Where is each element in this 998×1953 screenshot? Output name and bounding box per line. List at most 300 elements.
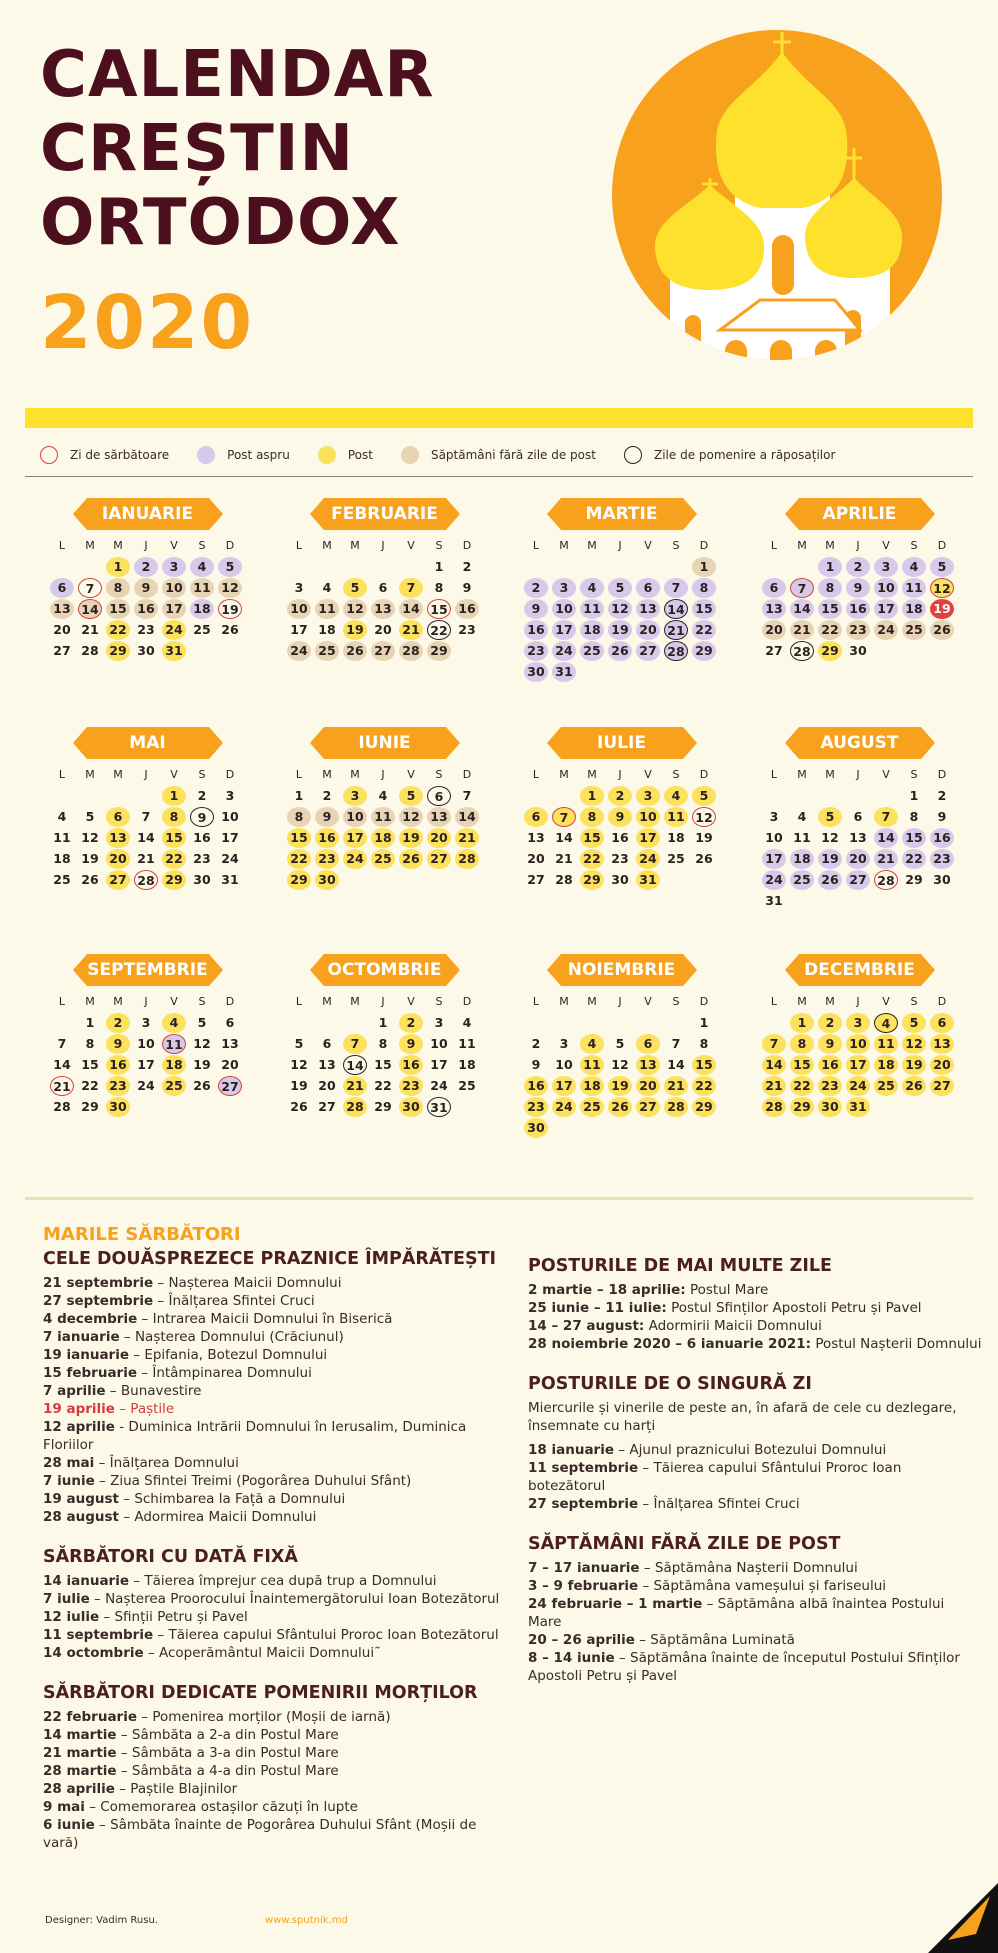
day-cell: 17 (221, 830, 239, 845)
weekday-label: S (910, 995, 918, 1008)
day-cell: 20 (930, 1055, 954, 1075)
day-cell: 26 (818, 870, 842, 890)
weekday-label: V (170, 995, 178, 1008)
day-cell: 5 (692, 786, 716, 806)
section-title: SĂRBĂTORI DEDICATE POMENIRII MORȚILOR (43, 1683, 478, 1703)
empty-day (78, 786, 102, 806)
list-item (43, 1744, 513, 1762)
weekday-label: S (435, 539, 443, 552)
legend-item-fast (318, 446, 373, 464)
day-cell: 20 (106, 849, 130, 869)
empty-day (552, 1013, 576, 1033)
day-cell: 5 (930, 557, 954, 577)
day-cell: 9 (106, 1034, 130, 1054)
day-cell: 30 (611, 872, 629, 887)
item-text: – Paștile (114, 1401, 175, 1417)
day-cell: 27 (765, 643, 783, 658)
item-date: 11 septembrie (43, 1627, 154, 1643)
weekday-label: M (797, 995, 807, 1008)
weekday-label: J (618, 539, 622, 552)
list-item (528, 1631, 968, 1649)
list-item (43, 1310, 513, 1328)
header-accent-bar (25, 408, 973, 428)
month-name: IANUARIE (101, 504, 194, 524)
day-cell: 24 (846, 1076, 870, 1096)
day-cell: 6 (106, 807, 130, 827)
day-cell: 7 (762, 1034, 786, 1054)
weekday-label: M (797, 539, 807, 552)
item-date: 24 februarie – 1 martie (528, 1596, 703, 1612)
day-cell: 21 (762, 1076, 786, 1096)
day-cell: 14 (78, 599, 102, 619)
list-item (43, 1726, 513, 1744)
list-item (528, 1495, 968, 1513)
empty-day (50, 1013, 74, 1033)
weekday-label: J (381, 995, 385, 1008)
day-cell: 20 (636, 620, 660, 640)
day-cell: 19 (290, 1078, 308, 1093)
day-cell: 5 (197, 1015, 207, 1030)
day-cell: 28 (53, 1099, 71, 1114)
weekday-label: M (113, 995, 123, 1008)
day-cell: 4 (664, 786, 688, 806)
month-decembrie (757, 954, 962, 1117)
day-cell: 3 (162, 557, 186, 577)
day-cell: 18 (874, 1055, 898, 1075)
day-cell: 27 (371, 641, 395, 661)
month-days-grid (48, 992, 250, 1117)
empty-day (50, 557, 74, 577)
month-days-grid (760, 536, 962, 661)
day-cell: 26 (399, 849, 423, 869)
day-cell: 8 (162, 807, 186, 827)
empty-day (790, 786, 814, 806)
day-cell: 1 (580, 786, 604, 806)
legend-item-strict-fast (197, 446, 290, 464)
day-cell: 11 (664, 807, 688, 827)
day-cell: 2 (106, 1013, 130, 1033)
weekday-label: D (937, 995, 947, 1008)
list-item (43, 1708, 513, 1726)
day-cell: 18 (458, 1057, 476, 1072)
day-cell: 15 (81, 1057, 99, 1072)
day-cell: 22 (374, 1078, 392, 1093)
item-text: – Înălțarea Domnului (94, 1455, 239, 1471)
empty-day (50, 786, 74, 806)
day-cell: 5 (902, 1013, 926, 1033)
day-cell: 28 (664, 1097, 688, 1117)
day-cell: 25 (580, 1097, 604, 1117)
day-cell: 26 (81, 872, 99, 887)
weekday-label: S (435, 768, 443, 781)
day-cell: 19 (193, 1057, 211, 1072)
day-cell: 3 (141, 1015, 151, 1030)
day-cell: 3 (559, 1036, 569, 1051)
weekday-label: M (825, 768, 835, 781)
day-cell: 27 (636, 641, 660, 661)
day-cell: 8 (85, 1036, 95, 1051)
day-cell: 18 (902, 599, 926, 619)
day-cell: 15 (692, 599, 716, 619)
day-cell: 30 (524, 662, 548, 682)
day-cell: 21 (874, 849, 898, 869)
day-cell: 2 (399, 1013, 423, 1033)
day-cell: 12 (611, 1057, 629, 1072)
day-cell: 11 (458, 1036, 476, 1051)
legend-fast-marker (318, 446, 336, 464)
weekday-label: D (699, 768, 709, 781)
day-cell: 10 (552, 599, 576, 619)
day-cell: 17 (162, 599, 186, 619)
day-cell: 19 (695, 830, 713, 845)
empty-day (343, 557, 367, 577)
day-cell: 26 (221, 622, 239, 637)
day-cell: 27 (846, 870, 870, 890)
day-cell: 9 (190, 807, 214, 827)
month-iunie (282, 727, 487, 890)
item-date: 7 – 17 ianuarie (528, 1560, 640, 1576)
day-cell: 29 (287, 870, 311, 890)
month-name: FEBRUARIE (331, 504, 438, 524)
day-cell: 27 (427, 849, 451, 869)
month-name: SEPTEMBRIE (87, 960, 208, 980)
list-item (43, 1400, 513, 1418)
item-date: 9 mai (43, 1799, 85, 1815)
day-cell: 18 (667, 830, 685, 845)
empty-day (762, 557, 786, 577)
day-cell: 13 (427, 807, 451, 827)
item-date: 12 aprilie (43, 1419, 115, 1435)
day-cell: 21 (664, 1076, 688, 1096)
item-date: 4 decembrie (43, 1311, 138, 1327)
day-cell: 18 (318, 622, 336, 637)
item-text: – Tăierea capului Sfântului Proroc Ioan botezătorul (528, 1460, 902, 1494)
month-days-grid (48, 765, 250, 890)
day-cell: 10 (137, 1036, 155, 1051)
item-date: 14 octombrie (43, 1645, 144, 1661)
day-cell: 10 (555, 1057, 573, 1072)
month-header (73, 727, 223, 759)
weekday-label: D (937, 768, 947, 781)
month-name: MARTIE (585, 504, 658, 524)
day-cell: 22 (162, 849, 186, 869)
day-cell: 28 (664, 641, 688, 661)
day-cell: 2 (937, 788, 947, 803)
day-cell: 22 (818, 620, 842, 640)
day-cell: 20 (318, 1078, 336, 1093)
item-date: 7 ianuarie (43, 1329, 120, 1345)
weekday-label: S (198, 539, 206, 552)
weekday-label: J (856, 768, 860, 781)
weekday-label: M (559, 539, 569, 552)
month-noiembrie (519, 954, 724, 1138)
left-sections (43, 1250, 513, 1852)
weekday-label: L (770, 768, 778, 781)
day-cell: 23 (106, 1076, 130, 1096)
item-text: – Schimbarea la Față a Domnului (118, 1491, 346, 1507)
day-cell: 6 (636, 1034, 660, 1054)
day-cell: 9 (462, 580, 472, 595)
day-cell: 21 (399, 620, 423, 640)
day-cell: 3 (225, 788, 235, 803)
day-cell: 13 (762, 599, 786, 619)
weekday-label: D (462, 995, 472, 1008)
weekday-label: V (170, 768, 178, 781)
day-cell: 13 (636, 1055, 660, 1075)
day-cell: 1 (162, 786, 186, 806)
item-text: – Pomenirea morților (Moșii de iarnă) (137, 1709, 391, 1725)
day-cell: 28 (81, 643, 99, 658)
day-cell: 16 (846, 599, 870, 619)
day-cell: 22 (692, 1076, 716, 1096)
legend-no-fast-marker (401, 446, 419, 464)
title-line-1: CALENDAR (40, 38, 435, 112)
day-cell: 13 (106, 828, 130, 848)
weekday-label: V (882, 539, 890, 552)
weekday-label: D (462, 539, 472, 552)
day-cell: 8 (580, 807, 604, 827)
day-cell: 25 (580, 641, 604, 661)
list-item (43, 1626, 513, 1644)
day-cell: 21 (790, 620, 814, 640)
day-cell: 1 (790, 1013, 814, 1033)
list-item (43, 1292, 513, 1310)
item-date: 7 iunie (43, 1473, 95, 1489)
day-cell: 30 (524, 1118, 548, 1138)
right-column (528, 1256, 982, 1707)
weekday-label: M (85, 768, 95, 781)
weekday-label: J (618, 768, 622, 781)
item-text: – Epifania, Botezul Domnului (129, 1347, 328, 1363)
item-text: – Tăierea împrejur cea după trup a Domnului (129, 1573, 437, 1589)
day-cell: 16 (524, 620, 548, 640)
day-cell: 26 (695, 851, 713, 866)
day-cell: 12 (692, 807, 716, 827)
list-item (43, 1780, 513, 1798)
list-item (43, 1762, 513, 1780)
day-cell: 8 (434, 580, 444, 595)
day-cell: 14 (137, 830, 155, 845)
day-cell: 7 (552, 807, 576, 827)
empty-day (664, 557, 688, 577)
day-cell: 7 (664, 578, 688, 598)
day-cell: 24 (221, 851, 239, 866)
day-cell: 10 (636, 807, 660, 827)
day-cell: 14 (790, 599, 814, 619)
day-cell: 18 (580, 1076, 604, 1096)
day-cell: 14 (53, 1057, 71, 1072)
item-date: 3 – 9 februarie (528, 1578, 639, 1594)
weekday-label: V (170, 539, 178, 552)
day-cell: 15 (692, 1055, 716, 1075)
item-text: - Duminica Intrării Domnului în Ierusalim, Duminica Floriilor (43, 1419, 467, 1453)
day-cell: 29 (818, 641, 842, 661)
day-cell: 12 (930, 578, 954, 598)
day-cell: 10 (221, 809, 239, 824)
day-cell: 17 (552, 620, 576, 640)
day-cell: 29 (162, 870, 186, 890)
day-cell: 1 (699, 1015, 709, 1030)
day-cell: 15 (106, 599, 130, 619)
month-days-grid (760, 992, 962, 1117)
month-days-grid (760, 765, 962, 911)
day-cell: 2 (531, 1036, 541, 1051)
month-header (310, 954, 460, 986)
empty-day (846, 786, 870, 806)
month-days-grid (522, 992, 724, 1138)
day-cell: 1 (434, 559, 444, 574)
title-line-2: CREȘTIN (40, 112, 355, 186)
day-cell: 12 (193, 1036, 211, 1051)
day-cell: 29 (427, 641, 451, 661)
day-cell: 21 (50, 1076, 74, 1096)
day-cell: 31 (552, 662, 576, 682)
day-cell: 6 (225, 1015, 235, 1030)
weekday-label: V (644, 995, 652, 1008)
item-date: 27 septembrie (43, 1293, 154, 1309)
empty-day (399, 557, 423, 577)
list-item (43, 1274, 513, 1292)
day-cell: 23 (524, 1097, 548, 1117)
weekday-label: M (825, 995, 835, 1008)
weekday-label: M (322, 995, 332, 1008)
day-cell: 7 (790, 578, 814, 598)
legend-divider (25, 476, 973, 477)
legend-item-holiday (40, 446, 169, 464)
day-cell: 3 (294, 580, 304, 595)
month-header (547, 498, 697, 530)
day-cell: 25 (193, 622, 211, 637)
weekday-label: V (644, 539, 652, 552)
day-cell: 27 (318, 1099, 336, 1114)
day-cell: 4 (378, 788, 388, 803)
day-cell: 26 (608, 1097, 632, 1117)
item-date: 12 iulie (43, 1609, 100, 1625)
weekday-label: J (144, 539, 148, 552)
section-title: SĂRBĂTORI CU DATĂ FIXĂ (43, 1547, 298, 1567)
item-date: 14 ianuarie (43, 1573, 129, 1589)
month-days-grid (522, 765, 724, 890)
empty-day (608, 557, 632, 577)
list-item (43, 1364, 513, 1382)
legend-strict-fast-marker (197, 446, 215, 464)
section-title: CELE DOUĂSPREZECE PRAZNICE ÎMPĂRĂTEȘTI (43, 1249, 497, 1269)
day-cell: 29 (692, 641, 716, 661)
month-name: NOIEMBRIE (567, 960, 676, 980)
legend-item-memorial (624, 446, 835, 464)
item-date: 6 iunie (43, 1817, 95, 1833)
empty-day (106, 786, 130, 806)
weekday-label: M (113, 768, 123, 781)
day-cell: 25 (315, 641, 339, 661)
day-cell: 29 (692, 1097, 716, 1117)
day-cell: 10 (287, 599, 311, 619)
day-cell: 22 (106, 620, 130, 640)
day-cell: 29 (374, 1099, 392, 1114)
day-cell: 25 (162, 1076, 186, 1096)
item-date: 20 – 26 aprilie (528, 1632, 635, 1648)
day-cell: 18 (580, 620, 604, 640)
section-title: POSTURILE DE MAI MULTE ZILE (528, 1256, 832, 1276)
day-cell: 26 (193, 1078, 211, 1093)
day-cell: 12 (290, 1057, 308, 1072)
weekday-label: J (381, 539, 385, 552)
day-cell: 9 (608, 807, 632, 827)
list-item (43, 1346, 513, 1364)
title-line-3: ORTODOX (40, 186, 401, 260)
day-cell: 9 (937, 809, 947, 824)
item-date: 19 august (43, 1491, 119, 1507)
weekday-label: M (322, 768, 332, 781)
day-cell: 24 (874, 620, 898, 640)
day-cell: 27 (218, 1076, 242, 1096)
day-cell: 31 (636, 870, 660, 890)
day-cell: 1 (106, 557, 130, 577)
day-cell: 28 (555, 872, 573, 887)
day-cell: 20 (846, 849, 870, 869)
weekday-label: M (350, 995, 360, 1008)
day-cell: 11 (902, 578, 926, 598)
weekday-label: L (58, 995, 66, 1008)
item-date: 28 aprilie (43, 1781, 115, 1797)
day-cell: 6 (853, 809, 863, 824)
site-link[interactable]: www.sputnik.md (265, 1915, 348, 1926)
right-sections (528, 1256, 982, 1685)
list-item (43, 1798, 513, 1816)
month-header (785, 954, 935, 986)
day-cell: 3 (769, 809, 779, 824)
day-cell: 11 (162, 1034, 186, 1054)
day-cell: 30 (315, 870, 339, 890)
day-cell: 2 (608, 786, 632, 806)
item-date: 11 septembrie (528, 1460, 639, 1476)
day-cell: 20 (53, 622, 71, 637)
day-cell: 9 (315, 807, 339, 827)
day-cell: 26 (930, 620, 954, 640)
month-name: OCTOMBRIE (327, 960, 442, 980)
day-cell: 1 (294, 788, 304, 803)
day-cell: 19 (902, 1055, 926, 1075)
weekday-label: L (532, 768, 540, 781)
day-cell: 18 (190, 599, 214, 619)
day-cell: 3 (846, 1013, 870, 1033)
item-date: 28 mai (43, 1455, 95, 1471)
list-item (43, 1590, 513, 1608)
weekday-label: L (295, 768, 303, 781)
day-cell: 23 (930, 849, 954, 869)
day-cell: 28 (790, 641, 814, 661)
list-item (528, 1595, 968, 1631)
weekday-label: S (672, 995, 680, 1008)
day-cell: 17 (874, 599, 898, 619)
day-cell: 6 (524, 807, 548, 827)
item-date: 27 septembrie (528, 1496, 639, 1512)
day-cell: 2 (818, 1013, 842, 1033)
day-cell: 30 (106, 1097, 130, 1117)
day-cell: 19 (930, 599, 954, 619)
section-title: POSTURILE DE O SINGURĂ ZI (528, 1374, 812, 1394)
day-cell: 2 (134, 557, 158, 577)
item-text: – Înălțarea Sfintei Cruci (638, 1496, 800, 1512)
day-cell: 10 (765, 830, 783, 845)
list-item (43, 1490, 513, 1508)
day-cell: 2 (462, 559, 472, 574)
weekday-label: S (672, 768, 680, 781)
day-cell: 11 (793, 830, 811, 845)
month-aprilie (757, 498, 962, 661)
weekday-label: L (295, 539, 303, 552)
item-text: – Sfinții Petru și Pavel (99, 1609, 248, 1625)
